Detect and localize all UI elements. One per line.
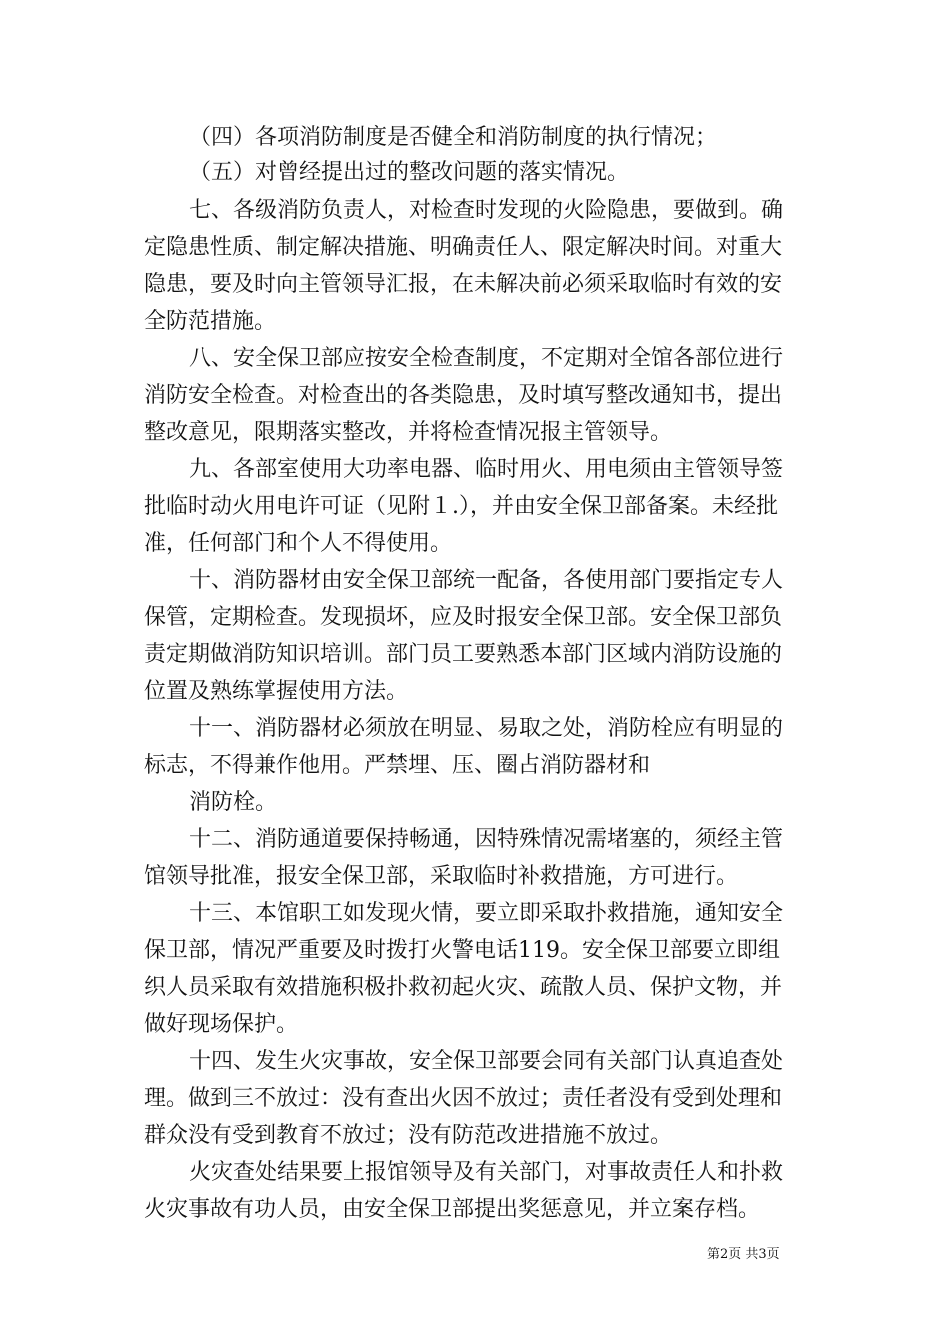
text-line: 十二、消防通道要保持畅通，因特殊情况需堵塞的，须经主管 xyxy=(189,827,784,852)
text-line: 责定期做消防知识培训。部门员工要熟悉本部门区域内消防设施的 xyxy=(144,642,783,667)
text-line: 标志，不得兼作他用。严禁埋、压、圈占消防器材和 xyxy=(144,753,651,778)
text-line: （四）各项消防制度是否健全和消防制度的执行情况； xyxy=(189,125,718,150)
page-number-footer: 第2页 共3页 xyxy=(707,1247,780,1262)
text-line: 理。做到三不放过：没有查出火因不放过；责任者没有受到处理和 xyxy=(144,1086,783,1111)
text-line: 全防范措施。 xyxy=(144,309,277,334)
text-line: 位置及熟练掌握使用方法。 xyxy=(144,679,409,704)
text-line: 馆领导批准，报安全保卫部，采取临时补救措施，方可进行。 xyxy=(144,864,739,889)
text-line: 织人员采取有效措施积极扑救初起火灾、疏散人员、保护文物，并 xyxy=(144,975,783,1000)
text-line: 整改意见，限期落实整改，并将检查情况报主管领导。 xyxy=(144,420,673,445)
text-line: 八、安全保卫部应按安全检查制度，不定期对全馆各部位进行 xyxy=(189,346,784,371)
text-line: 十三、本馆职工如发现火情，要立即采取扑救措施，通知安全 xyxy=(189,901,784,926)
text-line: 群众没有受到教育不放过；没有防范改进措施不放过。 xyxy=(144,1123,673,1148)
text-line: 消防栓。 xyxy=(189,790,278,815)
text-line: 做好现场保护。 xyxy=(144,1012,299,1037)
text-line: 保卫部，情况严重要及时拨打火警电话119。安全保卫部要立即组 xyxy=(144,938,780,963)
text-line: 十四、发生火灾事故，安全保卫部要会同有关部门认真追查处 xyxy=(189,1049,784,1074)
text-line: 十、消防器材由安全保卫部统一配备，各使用部门要指定专人 xyxy=(189,568,784,593)
text-line: 火灾事故有功人员，由安全保卫部提出奖惩意见，并立案存档。 xyxy=(144,1197,761,1222)
text-line: （五）对曾经提出过的整改问题的落实情况。 xyxy=(189,160,630,185)
text-line: 批临时动火用电许可证（见附１.），并由安全保卫部备案。未经批 xyxy=(144,494,778,519)
text-line: 十一、消防器材必须放在明显、易取之处，消防栓应有明显的 xyxy=(189,716,784,741)
text-line: 准，任何部门和个人不得使用。 xyxy=(144,531,453,556)
text-line: 隐患，要及时向主管领导汇报，在未解决前必须采取临时有效的安 xyxy=(144,272,783,297)
text-line: 保管，定期检查。发现损坏，应及时报安全保卫部。安全保卫部负 xyxy=(144,605,783,630)
text-line: 七、各级消防负责人，对检查时发现的火险隐患，要做到。确 xyxy=(189,198,784,223)
text-line: 消防安全检查。对检查出的各类隐患，及时填写整改通知书，提出 xyxy=(144,383,783,408)
text-line: 定隐患性质、制定解决措施、明确责任人、限定解决时间。对重大 xyxy=(144,235,783,260)
text-line: 九、各部室使用大功率电器、临时用火、用电须由主管领导签 xyxy=(189,457,784,482)
text-line: 火灾查处结果要上报馆领导及有关部门，对事故责任人和扑救 xyxy=(189,1160,784,1185)
